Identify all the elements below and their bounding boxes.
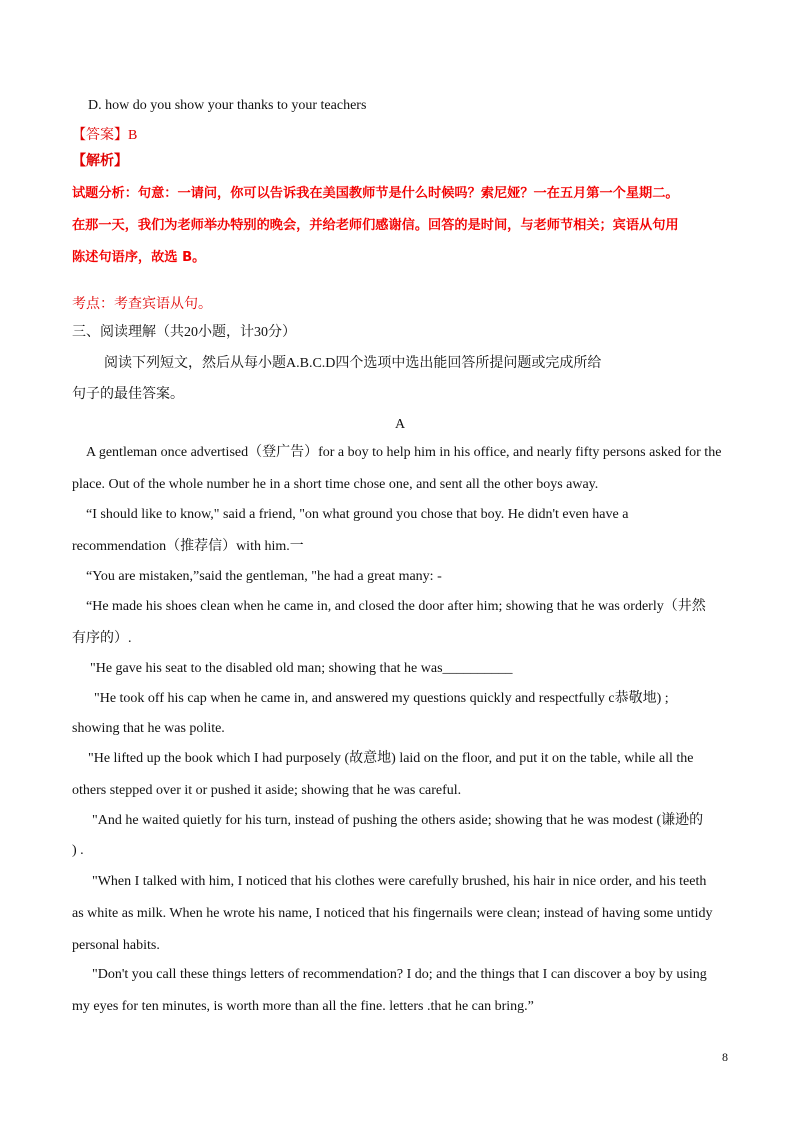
section-heading: 三、阅读理解（共20小题，计30分） xyxy=(72,325,296,340)
passage-line: "He took off his cap when he came in, and answered my questions quickly and respectfully c恭敬地) ; xyxy=(94,691,669,706)
passage-letter: A xyxy=(394,417,406,432)
analysis-line: 试题分析：句意：一请问，你可以告诉我在美国教师节是什么时候吗？索尼娅？一在五月第一个星期二。 xyxy=(72,186,679,201)
passage-line: 有序的）. xyxy=(72,631,132,646)
passage-line: personal habits. xyxy=(72,938,160,953)
passage-line: “You are mistaken,”said the gentleman, "he had a great many: - xyxy=(86,569,442,584)
passage-line: "When I talked with him, I noticed that his clothes were carefully brushed, his hair in nice order, and his teeth xyxy=(92,874,707,889)
passage-line: "He gave his seat to the disabled old man; showing that he was__________ xyxy=(90,661,513,676)
passage-line: “I should like to know," said a friend, "on what ground you chose that boy. He didn't even have a xyxy=(86,507,629,522)
passage-line: others stepped over it or pushed it aside; showing that he was careful. xyxy=(72,783,462,798)
exam-point: 考点：考查宾语从句。 xyxy=(72,297,212,312)
passage-line: place. Out of the whole number he in a short time chose one, and sent all the other boys away. xyxy=(72,477,599,492)
section-instruction: 句子的最佳答案。 xyxy=(72,387,184,402)
page-number: 8 xyxy=(722,1050,728,1064)
passage-line: my eyes for ten minutes, is worth more than all the fine. letters .that he can bring.” xyxy=(72,999,534,1014)
analysis-label: 【解析】 xyxy=(72,154,128,169)
answer-label: 【答案】B xyxy=(72,128,138,143)
passage-line: “He made his shoes clean when he came in, and closed the door after him; showing that he was orderly（井然 xyxy=(86,599,706,614)
analysis-line: 陈述句语序，故选 B。 xyxy=(72,250,206,265)
analysis-line: 在那一天，我们为老师举办特别的晚会，并给老师们感谢信。回答的是时间，与老师节相关；宾语从句用 xyxy=(72,218,679,233)
passage-line: "And he waited quietly for his turn, instead of pushing the others aside; showing that he was modest (谦逊的 xyxy=(92,813,704,828)
passage-line: showing that he was polite. xyxy=(72,721,225,736)
passage-line: "Don't you call these things letters of recommendation? I do; and the things that I can discover a boy by using xyxy=(92,967,707,982)
passage-line: ) . xyxy=(72,843,84,858)
passage-line: "He lifted up the book which I had purposely (故意地) laid on the floor, and put it on the table, while all the xyxy=(88,751,694,766)
passage-line: A gentleman once advertised（登广告）for a boy to help him in his office, and nearly fifty persons asked for the xyxy=(86,445,722,460)
passage-line: as white as milk. When he wrote his name, I noticed that his fingernails were clean; instead of having some untidy xyxy=(72,906,713,921)
option-d: D. how do you show your thanks to your teachers xyxy=(88,98,367,113)
passage-line: recommendation（推荐信）with him.一 xyxy=(72,539,304,554)
section-instruction: 阅读下列短文，然后从每小题A.B.C.D四个选项中选出能回答所提问题或完成所给 xyxy=(104,356,602,371)
